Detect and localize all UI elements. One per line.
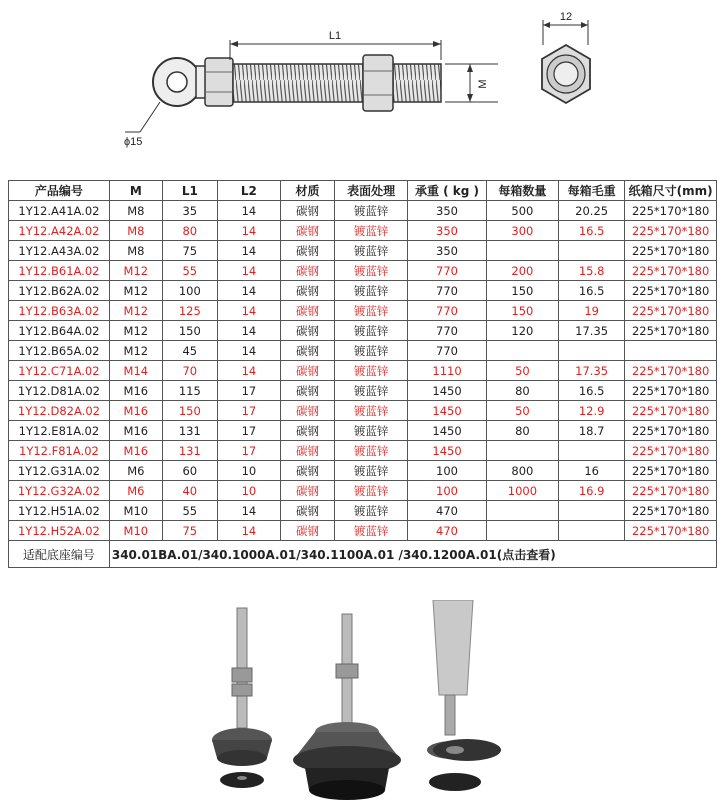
table-cell: 镀蓝锌 (334, 241, 407, 261)
table-cell: 碳钢 (280, 381, 334, 401)
table-cell: 200 (486, 261, 558, 281)
table-row (9, 521, 717, 541)
table-cell: 150 (486, 301, 558, 321)
table-row (9, 441, 717, 461)
table-cell: 800 (486, 461, 558, 481)
table-cell: 14 (217, 501, 280, 521)
table-cell: 35 (162, 201, 217, 221)
table-cell: 镀蓝锌 (334, 201, 407, 221)
table-cell: 碳钢 (280, 301, 334, 321)
table-row (9, 481, 717, 501)
dim-m-label: M (477, 79, 489, 89)
table-cell: 14 (217, 201, 280, 221)
table-cell: 45 (162, 341, 217, 361)
table-cell: 770 (408, 261, 486, 281)
table-cell: 1Y12.D81A.02 (9, 381, 110, 401)
table-cell: 镀蓝锌 (334, 501, 407, 521)
hex-nut-end-view (542, 11, 590, 103)
table-cell: 300 (486, 221, 558, 241)
table-cell: 17 (217, 421, 280, 441)
table-cell: 镀蓝锌 (334, 321, 407, 341)
table-cell: M6 (109, 461, 162, 481)
table-cell: 16 (559, 461, 625, 481)
dim-l1-label: L1 (328, 30, 342, 42)
table-cell: 80 (162, 221, 217, 241)
table-cell: 1Y12.H52A.02 (9, 521, 110, 541)
table-cell: 225*170*180 (625, 241, 717, 261)
table-row (9, 301, 717, 321)
table-cell: 14 (217, 281, 280, 301)
table-cell: 225*170*180 (625, 261, 717, 281)
table-cell: 1450 (408, 381, 486, 401)
table-cell: M14 (109, 361, 162, 381)
table-footer-row (9, 541, 717, 568)
eye-ring (153, 58, 208, 106)
table-cell: 1Y12.B64A.02 (9, 321, 110, 341)
table-cell: 碳钢 (280, 421, 334, 441)
table-cell: 131 (162, 441, 217, 461)
table-cell: 镀蓝锌 (334, 221, 407, 241)
table-cell: 15.8 (559, 261, 625, 281)
table-cell: 镀蓝锌 (334, 441, 407, 461)
table-cell: M12 (109, 321, 162, 341)
table-cell: 1Y12.G32A.02 (9, 481, 110, 501)
table-cell: 225*170*180 (625, 281, 717, 301)
table-cell: 75 (162, 521, 217, 541)
table-cell: 碳钢 (280, 521, 334, 541)
table-cell: 80 (486, 381, 558, 401)
col-header: M (109, 181, 162, 201)
table-cell (559, 501, 625, 521)
table-cell: 100 (408, 481, 486, 501)
threaded-rod (233, 64, 363, 102)
table-cell: 14 (217, 321, 280, 341)
table-cell: 14 (217, 521, 280, 541)
table-row (9, 281, 717, 301)
table-cell: 17.35 (559, 361, 625, 381)
col-header: 纸箱尺寸(mm) (625, 181, 717, 201)
table-cell: 150 (162, 401, 217, 421)
table-cell: 770 (408, 281, 486, 301)
table-cell: 55 (162, 261, 217, 281)
col-header: 产品编号 (9, 181, 110, 201)
table-cell: 115 (162, 381, 217, 401)
col-header: L1 (162, 181, 217, 201)
table-cell (486, 241, 558, 261)
middle-nut (363, 55, 393, 111)
table-cell: M16 (109, 381, 162, 401)
table-cell: 1Y12.A43A.02 (9, 241, 110, 261)
table-cell: M16 (109, 401, 162, 421)
table-cell: 80 (486, 421, 558, 441)
table-cell: 镀蓝锌 (334, 361, 407, 381)
table-cell: 1Y12.D82A.02 (9, 401, 110, 421)
table-row (9, 321, 717, 341)
table-cell: 镀蓝锌 (334, 281, 407, 301)
table-cell: 16.5 (559, 281, 625, 301)
table-cell: M8 (109, 201, 162, 221)
table-row (9, 241, 717, 261)
table-cell: 225*170*180 (625, 501, 717, 521)
table-cell: 1450 (408, 441, 486, 461)
table-cell: 碳钢 (280, 321, 334, 341)
table-cell: 1Y12.B61A.02 (9, 261, 110, 281)
table-row (9, 501, 717, 521)
table-cell: 40 (162, 481, 217, 501)
table-cell: 120 (486, 321, 558, 341)
table-cell: 1Y12.B63A.02 (9, 301, 110, 321)
table-cell: 1Y12.B62A.02 (9, 281, 110, 301)
table-cell: 1450 (408, 401, 486, 421)
table-cell: 碳钢 (280, 221, 334, 241)
table-cell: 225*170*180 (625, 481, 717, 501)
table-cell (486, 441, 558, 461)
table-cell: 14 (217, 341, 280, 361)
table-cell (559, 341, 625, 361)
table-row (9, 261, 717, 281)
table-cell: 碳钢 (280, 401, 334, 421)
table-cell: 17 (217, 381, 280, 401)
table-cell: 14 (217, 241, 280, 261)
table-cell: 225*170*180 (625, 201, 717, 221)
table-cell: 470 (408, 521, 486, 541)
table-header-row (9, 181, 717, 201)
table-cell: 16.5 (559, 221, 625, 241)
table-cell (625, 341, 717, 361)
table-row (9, 341, 717, 361)
table-cell: 150 (486, 281, 558, 301)
table-cell: 10 (217, 461, 280, 481)
table-cell: M8 (109, 221, 162, 241)
table-cell: 碳钢 (280, 441, 334, 461)
table-row (9, 201, 717, 221)
col-header: 每箱毛重 (559, 181, 625, 201)
table-row (9, 401, 717, 421)
table-cell: 75 (162, 241, 217, 261)
table-cell: 50 (486, 401, 558, 421)
table-cell: 350 (408, 241, 486, 261)
foot-with-profile (427, 600, 501, 791)
table-cell: 60 (162, 461, 217, 481)
dim-diameter-label: ϕ15 (124, 136, 143, 148)
table-cell: 16.5 (559, 381, 625, 401)
table-cell: 1110 (408, 361, 486, 381)
table-cell: M12 (109, 341, 162, 361)
table-row (9, 221, 717, 241)
technical-drawing (0, 0, 725, 170)
table-body (9, 201, 717, 541)
table-cell: 镀蓝锌 (334, 481, 407, 501)
table-cell: 20.25 (559, 201, 625, 221)
table-cell: 770 (408, 341, 486, 361)
table-cell: 碳钢 (280, 341, 334, 361)
footer-label: 适配底座编号 (9, 541, 110, 568)
dim-width-label: 12 (559, 11, 573, 23)
table-cell: 350 (408, 201, 486, 221)
table-cell: 14 (217, 301, 280, 321)
table-cell: 17.35 (559, 321, 625, 341)
table-cell: 100 (408, 461, 486, 481)
table-cell: 碳钢 (280, 241, 334, 261)
table-cell: 镀蓝锌 (334, 401, 407, 421)
table-cell: 225*170*180 (625, 321, 717, 341)
table-cell: 225*170*180 (625, 421, 717, 441)
table-cell: 镀蓝锌 (334, 381, 407, 401)
table-cell: 1Y12.C71A.02 (9, 361, 110, 381)
table-cell: M10 (109, 501, 162, 521)
table-cell: 225*170*180 (625, 461, 717, 481)
col-header: 每箱数量 (486, 181, 558, 201)
table-cell: 17 (217, 401, 280, 421)
table-cell (486, 501, 558, 521)
table-row (9, 361, 717, 381)
table-cell (486, 521, 558, 541)
table-cell: 770 (408, 301, 486, 321)
table-cell: 225*170*180 (625, 361, 717, 381)
left-nut (205, 58, 233, 106)
foot-small (212, 608, 272, 788)
table-cell: M12 (109, 281, 162, 301)
table-cell: 55 (162, 501, 217, 521)
table-cell: 19 (559, 301, 625, 321)
table-cell: 碳钢 (280, 261, 334, 281)
col-header: L2 (217, 181, 280, 201)
table-cell: 225*170*180 (625, 301, 717, 321)
table-cell: 1000 (486, 481, 558, 501)
table-cell: 50 (486, 361, 558, 381)
table-cell: M16 (109, 441, 162, 461)
table-cell: 碳钢 (280, 501, 334, 521)
table-cell: 100 (162, 281, 217, 301)
footer-link[interactable]: 340.01BA.01/340.1000A.01/340.1100A.01 /340.1200A.01(点击查看) (109, 541, 716, 568)
table-cell: M12 (109, 301, 162, 321)
table-cell: M6 (109, 481, 162, 501)
table-cell: 1Y12.F81A.02 (9, 441, 110, 461)
table-cell: 770 (408, 321, 486, 341)
table-cell: 碳钢 (280, 281, 334, 301)
table-cell: 10 (217, 481, 280, 501)
table-cell: 镀蓝锌 (334, 341, 407, 361)
table-row (9, 381, 717, 401)
table-cell: 碳钢 (280, 481, 334, 501)
product-photo (205, 600, 525, 812)
table-cell: 150 (162, 321, 217, 341)
table-cell: 225*170*180 (625, 441, 717, 461)
table-cell: 225*170*180 (625, 401, 717, 421)
table-cell (559, 521, 625, 541)
table-cell: 镀蓝锌 (334, 421, 407, 441)
table-cell: 碳钢 (280, 461, 334, 481)
table-cell: 14 (217, 221, 280, 241)
table-cell (486, 341, 558, 361)
table-cell: 碳钢 (280, 201, 334, 221)
table-cell: M16 (109, 421, 162, 441)
table-cell: 470 (408, 501, 486, 521)
table-cell: 14 (217, 361, 280, 381)
table-cell: 131 (162, 421, 217, 441)
col-header: 材质 (280, 181, 334, 201)
table-cell: 14 (217, 261, 280, 281)
col-header: 表面处理 (334, 181, 407, 201)
table-cell: M12 (109, 261, 162, 281)
table-cell: 1Y12.B65A.02 (9, 341, 110, 361)
table-cell: M10 (109, 521, 162, 541)
table-cell: 17 (217, 441, 280, 461)
table-cell: 225*170*180 (625, 221, 717, 241)
table-cell: 225*170*180 (625, 381, 717, 401)
table-cell: 1450 (408, 421, 486, 441)
table-cell: 225*170*180 (625, 521, 717, 541)
table-cell (559, 441, 625, 461)
table-cell: 1Y12.G31A.02 (9, 461, 110, 481)
table-cell (559, 241, 625, 261)
table-cell: 1Y12.H51A.02 (9, 501, 110, 521)
col-header: 承重 ( kg ) (408, 181, 486, 201)
table-cell: 碳钢 (280, 361, 334, 381)
table-row (9, 421, 717, 441)
table-cell: 镀蓝锌 (334, 261, 407, 281)
table-cell: 500 (486, 201, 558, 221)
table-row (9, 461, 717, 481)
table-cell: 镀蓝锌 (334, 461, 407, 481)
foot-large (293, 614, 401, 800)
table-cell: 125 (162, 301, 217, 321)
table-cell: 镀蓝锌 (334, 521, 407, 541)
table-cell: 350 (408, 221, 486, 241)
spec-table (8, 180, 717, 568)
table-cell: M8 (109, 241, 162, 261)
table-cell: 1Y12.A42A.02 (9, 221, 110, 241)
table-cell: 镀蓝锌 (334, 301, 407, 321)
table-cell: 12.9 (559, 401, 625, 421)
table-cell: 70 (162, 361, 217, 381)
table-cell: 18.7 (559, 421, 625, 441)
table-cell: 1Y12.E81A.02 (9, 421, 110, 441)
table-cell: 1Y12.A41A.02 (9, 201, 110, 221)
table-cell: 16.9 (559, 481, 625, 501)
